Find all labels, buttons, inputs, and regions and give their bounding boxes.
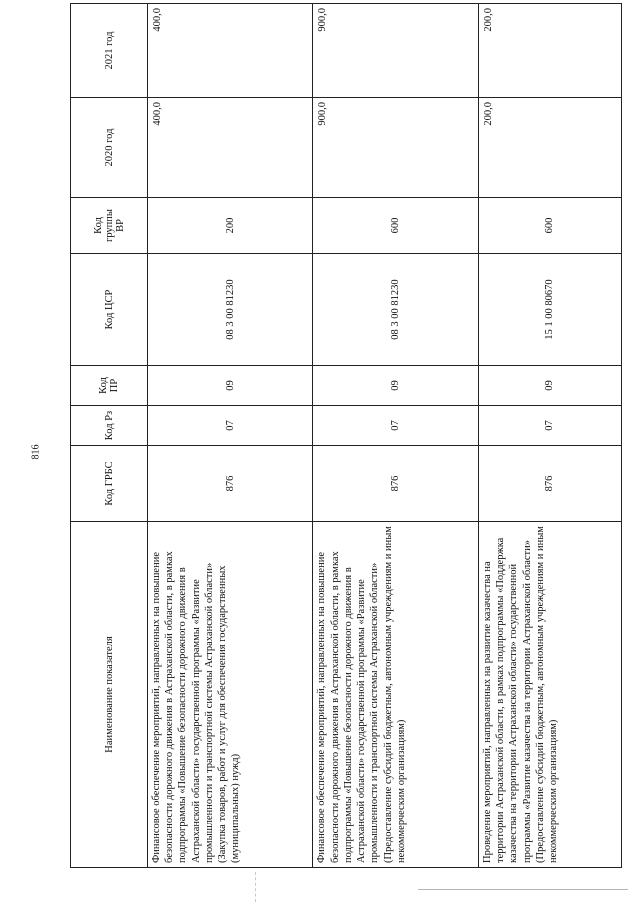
row-grbs: 876 — [313, 446, 478, 522]
row-2021: 900,0 — [313, 4, 478, 98]
page-number: 816 — [30, 444, 42, 460]
row-pr: 09 — [148, 366, 313, 406]
header-rz: Код Рз — [71, 406, 148, 446]
row-name: Финансовое обеспечение мероприятий, направленных на повышение безопасности дорожного движения в Астраханской области, в рамках подпрограммы «Повышение безопасности дорожного движения в Астраханской области» государственной программы «Развитие промышленности и транспортной системы Астраханской области» (Предоставление субсидий бюджетным, автономным учреждениям и иным некоммерческим организациям) — [313, 522, 478, 868]
header-vr: Код группы ВР — [71, 198, 148, 254]
row-2020: 200,0 — [478, 98, 621, 198]
row-rz: 07 — [313, 406, 478, 446]
row-2020: 900,0 — [313, 98, 478, 198]
scan-edge-line — [418, 889, 628, 890]
row-2020: 400,0 — [148, 98, 313, 198]
table-row — [148, 4, 313, 868]
row-pr: 09 — [478, 366, 621, 406]
row-2021: 400,0 — [148, 4, 313, 98]
row-csr: 15 1 00 80670 — [478, 254, 621, 366]
header-name: Наименование показателя — [71, 522, 148, 868]
row-grbs: 876 — [148, 446, 313, 522]
row-vr: 600 — [313, 198, 478, 254]
row-csr: 08 3 00 81230 — [148, 254, 313, 366]
table-header-row — [71, 4, 148, 868]
table-row — [313, 4, 478, 868]
row-name: Проведение мероприятий, направленных на развитие казачества на территории Астраханской области, в рамках подпрограммы «Поддержка казачества на территории Астраханской области» государственной программы «Развитие казачества на территории Астраханской области» (Предоставление субсидий бюджетным, автономным учреждениям и иным некоммерческим организациям) — [478, 522, 621, 868]
row-2021: 200,0 — [478, 4, 621, 98]
row-rz: 07 — [478, 406, 621, 446]
row-rz: 07 — [148, 406, 313, 446]
header-grbs: Код ГРБС — [71, 446, 148, 522]
row-vr: 600 — [478, 198, 621, 254]
row-csr: 08 3 00 81230 — [313, 254, 478, 366]
row-pr: 09 — [313, 366, 478, 406]
scan-fold-mark — [255, 872, 257, 902]
row-vr: 200 — [148, 198, 313, 254]
row-grbs: 876 — [478, 446, 621, 522]
header-csr: Код ЦСР — [71, 254, 148, 366]
table-row — [478, 4, 621, 868]
budget-table — [70, 3, 622, 868]
row-name: Финансовое обеспечение мероприятий, направленных на повышение безопасности дорожного движения в Астраханской области, в рамках подпрограммы «Повышение безопасности дорожного движения в Астраханской области» государственной программы «Развитие промышленности и транспортной системы Астраханской области» (Закупка товаров, работ и услуг для обеспечения государственных (муниципальных) нужд) — [148, 522, 313, 868]
header-2021: 2021 год — [71, 4, 148, 98]
budget-table-rotated — [70, 4, 622, 868]
header-2020: 2020 год — [71, 98, 148, 198]
header-pr: Код ПР — [71, 366, 148, 406]
